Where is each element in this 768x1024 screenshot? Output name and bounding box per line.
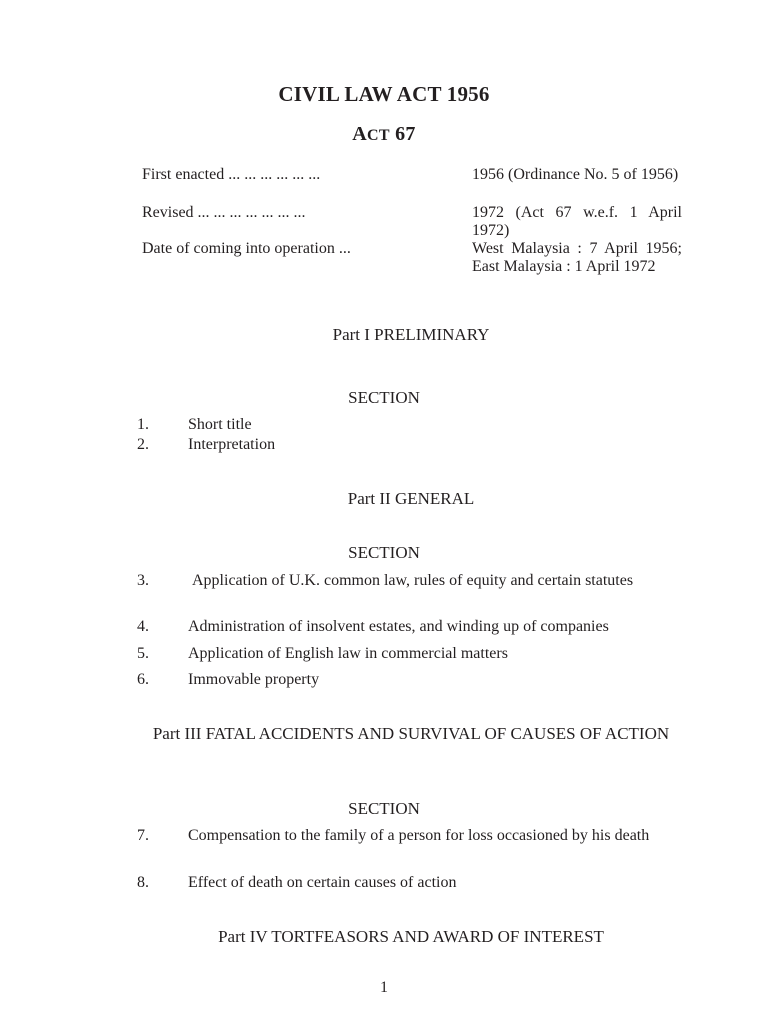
section-label: SECTION — [348, 543, 420, 562]
section-number: 5. — [137, 645, 149, 662]
metadata-value: 1972 (Act 67 w.e.f. 1 April 1972) — [472, 204, 682, 239]
section-number: 4. — [137, 618, 149, 635]
section-number: 6. — [137, 671, 149, 688]
section-title: Interpretation — [188, 436, 276, 453]
act-number-initial: A — [352, 123, 367, 145]
section-number: 1. — [137, 416, 149, 433]
act-number — [0, 123, 768, 146]
section-label: SECTION — [348, 799, 420, 818]
section-number: 8. — [137, 874, 149, 891]
section-title: Application of English law in commercial matters — [188, 645, 508, 662]
metadata-label: Date of coming into operation ... — [142, 240, 351, 257]
section-title: Administration of insolvent estates, and winding up of companies — [188, 618, 609, 635]
section-title: Short title — [188, 416, 252, 433]
part-heading: Part III FATAL ACCIDENTS AND SURVIVAL OF CAUSES OF ACTION — [152, 724, 670, 743]
section-title: Compensation to the family of a person for loss occasioned by his death — [188, 827, 650, 844]
metadata-label: First enacted ... ... ... ... ... ... — [142, 166, 321, 183]
act-number-value: 67 — [389, 123, 416, 145]
section-number: 2. — [137, 436, 149, 453]
section-number: 3. — [137, 572, 149, 589]
metadata-label: Revised ... ... ... ... ... ... ... — [142, 204, 306, 221]
part-heading: Part II GENERAL — [347, 489, 475, 508]
section-number: 7. — [137, 827, 149, 844]
metadata-value: West Malaysia : 7 April 1956; East Malaysia : 1 April 1972 — [472, 240, 682, 275]
section-title: Immovable property — [188, 671, 320, 688]
metadata-value: 1956 (Ordinance No. 5 of 1956) — [472, 166, 679, 183]
section-title: Effect of death on certain causes of action — [188, 874, 457, 891]
section-label: SECTION — [348, 388, 420, 407]
part-heading: Part IV TORTFEASORS AND AWARD OF INTEREST — [218, 927, 604, 946]
act-number-smallcaps: CT — [367, 127, 390, 144]
section-title: Application of U.K. common law, rules of equity and certain statutes — [192, 572, 634, 589]
page-number: 1 — [380, 979, 388, 996]
act-title: CIVIL LAW ACT 1956 — [278, 82, 490, 106]
part-heading: Part I PRELIMINARY — [332, 325, 490, 344]
